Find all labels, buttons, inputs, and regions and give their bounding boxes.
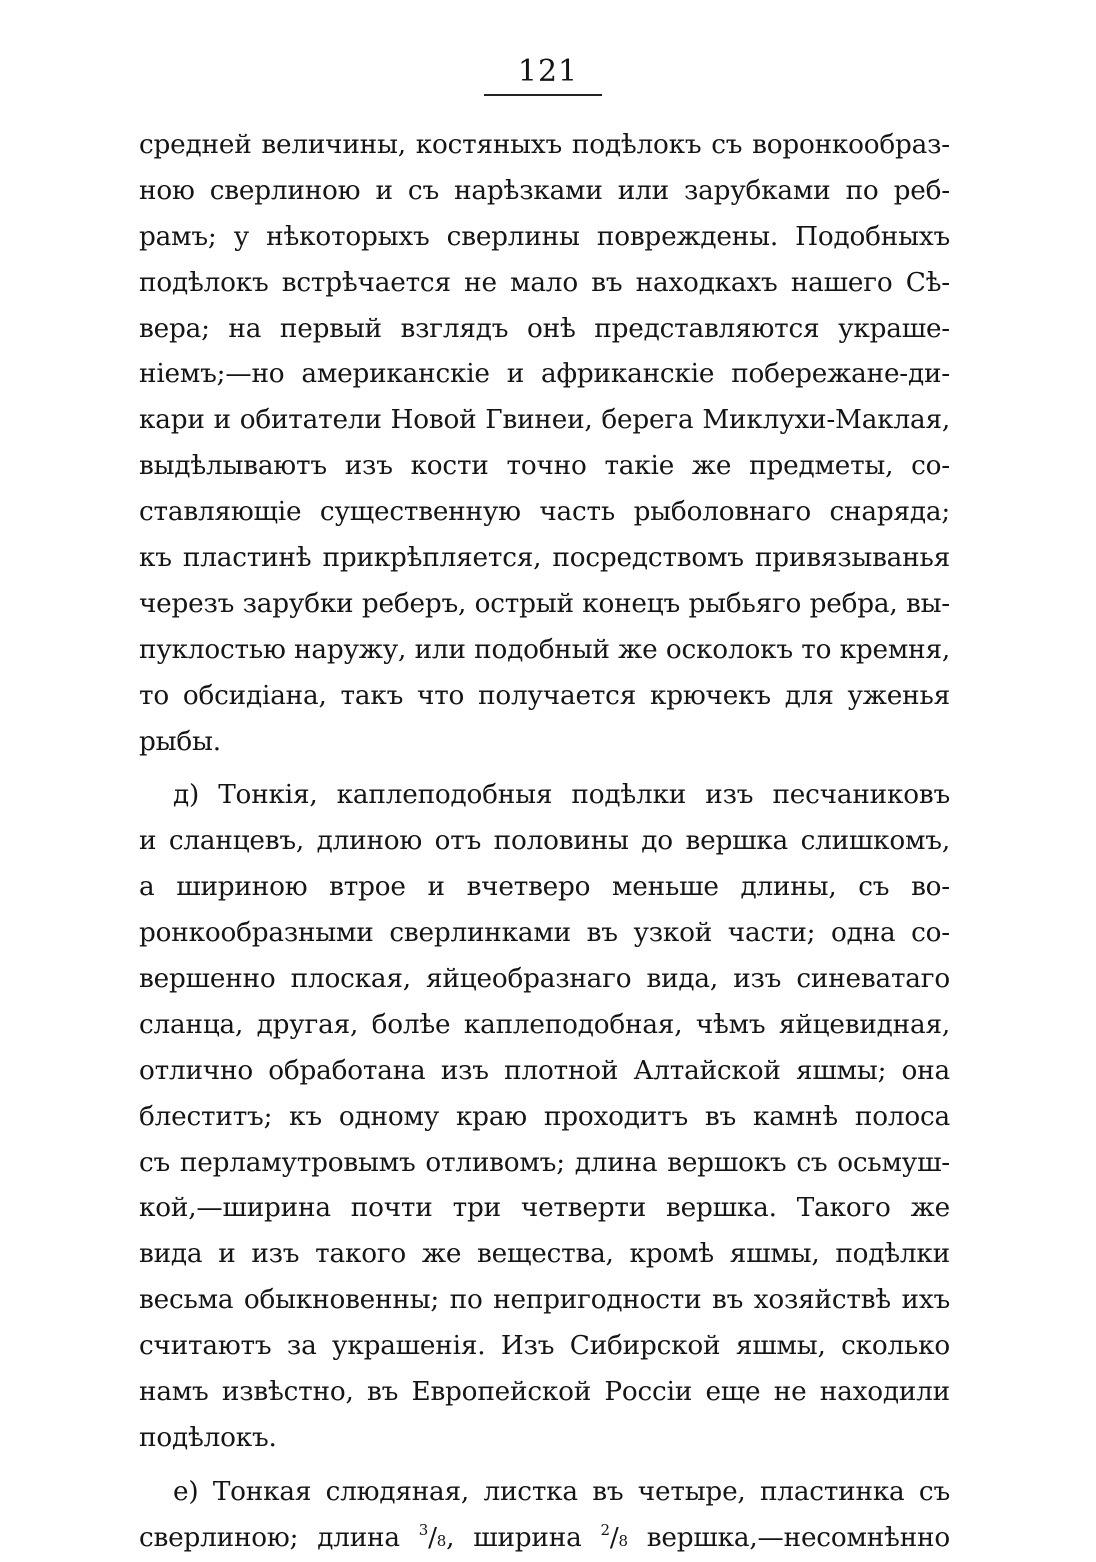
text-line: то обсидіана, такъ что получается крючекъ для уженья [139,680,950,711]
text-line [139,1516,950,1562]
text-line: ронкообразными сверлинками въ узкой части; одна со- [139,918,950,949]
text-line: ніемъ;—но американскіе и африканскіе побережане-ди- [139,359,950,390]
body-text [139,123,950,1562]
text-line: подѣлокъ. [139,1422,277,1453]
fraction-length: $^3$/8 [418,1520,447,1553]
text-line: средней величины, костяныхъ подѣлокъ съ воронкообраз- [139,130,950,160]
text-line: отлично обработана изъ плотной Алтайской яшмы; она [139,1055,950,1086]
text-line: рамъ; у нѣкоторыхъ сверлины повреждены. Подобныхъ [139,221,950,252]
text-line: рыбы. [139,726,221,757]
paragraph-e-mica-plate [139,1470,950,1562]
text-line: съ перламутровымъ отливомъ; длина вершокъ съ осьмуш- [139,1147,950,1178]
text-line: весьма обыкновенны; по непригодности въ хозяйствѣ ихъ [139,1285,950,1316]
text-fragment: сверлиною; длина [139,1522,400,1553]
text-line: выдѣлываютъ изъ кости точно такіе же предметы, со- [139,451,950,482]
text-line: вида и изъ такого же вещества, кромѣ яшмы, подѣлки [139,1239,950,1270]
page-number: 121 [517,54,579,89]
text-line: подѣлокъ встрѣчается не мало въ находкахъ нашего Сѣ- [139,267,950,298]
header-rule [484,94,602,96]
text-line: ставляющіе существенную часть рыболовнаго снаряда; [139,497,950,528]
text-line: кари и обитатели Новой Гвинеи, берега Миклухи-Маклая, [139,405,950,436]
text-line: сланца, другая, болѣе каплеподобная, чѣмъ яйцевидная, [139,1009,950,1040]
text-line: пуклостью наружу, или подобный же осколокъ то кремня, [139,634,950,665]
text-line: ною сверлиною и съ нарѣзками или зарубками по реб- [139,175,950,206]
text-fragment: вершка,—несомнѣнно [646,1522,950,1553]
text-line: къ пластинѣ прикрѣпляется, посредствомъ привязыванья [139,543,950,574]
paragraph-c-continuation [139,123,950,765]
text-line: кой,—ширина почти три четверти вершка. Такого же [139,1193,950,1224]
paragraph-d-pendants [139,773,950,1461]
fraction-denominator: 8 [618,1531,628,1550]
fraction-numerator: 2 [600,1520,610,1539]
text-line: черезъ зарубки реберъ, острый конецъ рыбьяго ребра, вы- [139,588,950,619]
text-line: блеститъ; къ одному краю проходитъ въ камнѣ полоса [139,1101,950,1132]
text-line: а шириною втрое и вчетверо меньше длины, съ во- [139,872,950,903]
text-line: вершенно плоская, яйцеобразнаго вида, изъ синеватаго [139,964,950,995]
text-line: и сланцевъ, длиною отъ половины до вершка слишкомъ, [139,826,950,857]
text-line: вера; на первый взглядъ онѣ представляются украше- [139,313,950,344]
text-line: намъ извѣстно, въ Европейской Россіи еще не находили [139,1377,950,1408]
text-fragment: , ширина [446,1522,582,1553]
text-line: д) Тонкія, каплеподобныя подѣлки изъ песчаниковъ [173,780,950,811]
text-line: е) Тонкая слюдяная, листка въ четыре, пластинка съ [173,1476,950,1507]
fraction-numerator: 3 [418,1520,429,1539]
fraction-denominator: 8 [436,1531,447,1550]
fraction-width: $^2$/8 [600,1520,628,1553]
text-line: считаютъ за украшенія. Изъ Сибирской яшмы, сколько [139,1331,950,1362]
